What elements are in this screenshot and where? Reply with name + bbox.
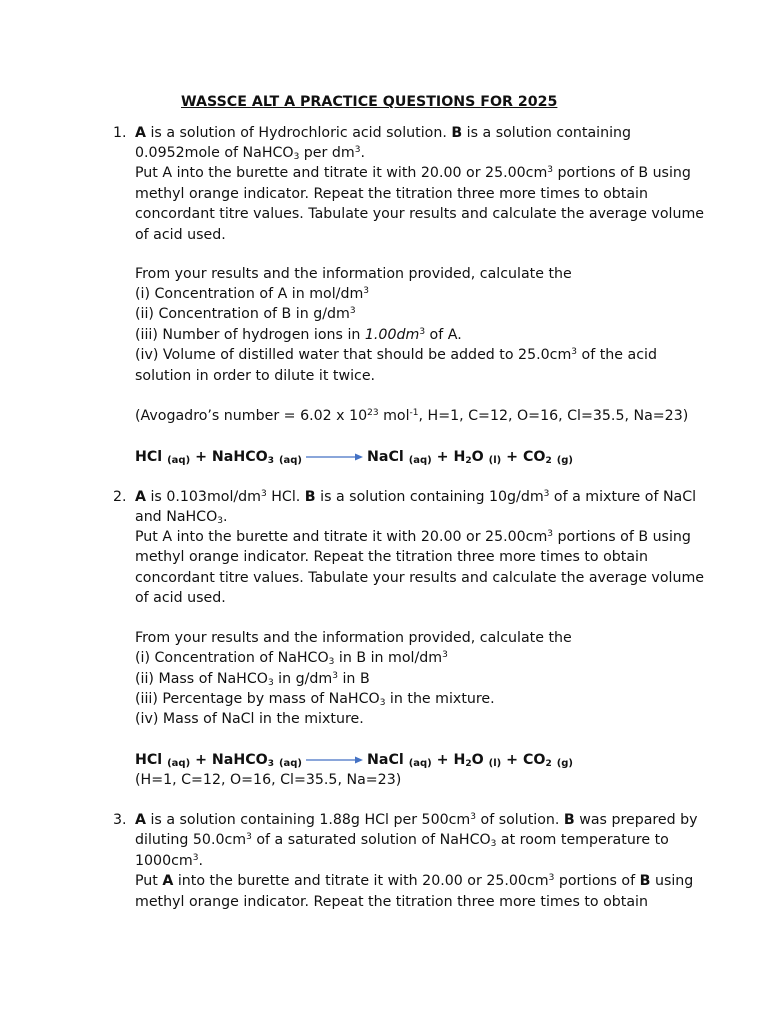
q1-part-iv-cont: solution in order to dilute it twice. (135, 368, 376, 384)
q1-equation-reactants: HCl (aq) + NaHCO$_3$ (aq) (135, 449, 302, 466)
q1-part-ii: (ii) Concentration of B in $g/dm^3$ (135, 306, 356, 322)
q3-dilution: diluting $50.0cm^3$ of a saturated solution of NaHCO$_3$ at room temperature to (135, 832, 669, 849)
q2-part-iii: (iii) Percentage by mass of NaHCO$_3$ in the mixture. (135, 691, 495, 708)
q1-equation-products: NaCl $(aq) + H_2O$ $(l) + CO_2$ (g) (367, 449, 574, 466)
q2-instruction-concordant: concordant titre values. Tabulate your results and calculate the average volume (135, 570, 704, 586)
q1-part-iii: (iii) Number of hydrogen ions in $1.00dm^3$ of A. (135, 327, 462, 343)
q3-instruction-indicator: methyl orange indicator. Repeat the titration three more times to obtain (135, 894, 648, 910)
page-title: WASSCE ALT A PRACTICE QUESTIONS FOR 2025 (181, 94, 558, 110)
q2-intro-cont: and NaHCO$_3$. (135, 509, 228, 526)
q2-part-i: (i) Concentration of NaHCO$_3$ in B in mol/$dm^3$ (135, 650, 448, 667)
reaction-arrow-icon (306, 452, 363, 462)
q1-intro: A is a solution of Hydrochloric acid solution. B is a solution containing (135, 125, 632, 141)
q2-part-ii: (ii) Mass of NaHCO$_3$ in $g/dm^3$ in B (135, 671, 370, 688)
q2-equation-reactants: HCl (aq) + NaHCO$_3$ (aq) (135, 752, 302, 769)
q1-instruction-indicator: methyl orange indicator. Repeat the titration three more times to obtain (135, 186, 648, 202)
q2-instruction-put: Put A into the burette and titrate it with 20.00 or $25.00cm^3$ portions of B using (135, 529, 691, 545)
q1-instruction-acid: of acid used. (135, 227, 226, 243)
q2-intro: A is $0.103mol/dm^3$ HCl. B is a solution containing $10g/dm^3$ of a mixture of NaCl (135, 489, 697, 505)
question-1-number: 1. (113, 125, 127, 141)
q2-instruction-indicator: methyl orange indicator. Repeat the titration three more times to obtain (135, 549, 648, 565)
q3-instruction-put: Put A into the burette and titrate it with 20.00 or $25.00cm^3$ portions of B using (135, 873, 694, 889)
question-2-number: 2. (113, 489, 127, 505)
q1-part-i: (i) Concentration of A in mol/$dm^3$ (135, 286, 370, 302)
q1-part-iv: (iv) Volume of distilled water that should be added to $25.0cm^3$ of the acid (135, 347, 657, 363)
q3-dilution-volume: $1000cm^3$. (135, 853, 203, 869)
q2-instruction-acid: of acid used. (135, 590, 226, 606)
q1-instruction-put: Put A into the burette and titrate it with 20.00 or $25.00cm^3$ portions of B using (135, 165, 691, 181)
q2-equation-products: NaCl $(aq) + H_2O$ $(l) + CO_2$ (g) (367, 752, 574, 769)
q1-instruction-concordant: concordant titre values. Tabulate your results and calculate the average volume (135, 206, 704, 222)
reaction-arrow-icon (306, 755, 363, 765)
q2-part-iv: (iv) Mass of NaCl in the mixture. (135, 711, 364, 727)
q1-constants: (Avogadro’s number = 6.02 x $10^{23}$ mol$^{-1}$, H=1, C=12, O=16, Cl=35.5, Na=23) (135, 408, 689, 424)
q1-calc-intro: From your results and the information provided, calculate the (135, 266, 572, 282)
q3-intro: A is a solution containing 1.88g HCl per $500cm^3$ of solution. B was prepared by (135, 812, 698, 828)
q2-constants: (H=1, C=12, O=16, Cl=35.5, Na=23) (135, 772, 402, 788)
q1-concentration-b: 0.0952mole of NaHCO$_3$ per $dm^3$. (135, 145, 365, 162)
q2-calc-intro: From your results and the information provided, calculate the (135, 630, 572, 646)
question-3-number: 3. (113, 812, 127, 828)
